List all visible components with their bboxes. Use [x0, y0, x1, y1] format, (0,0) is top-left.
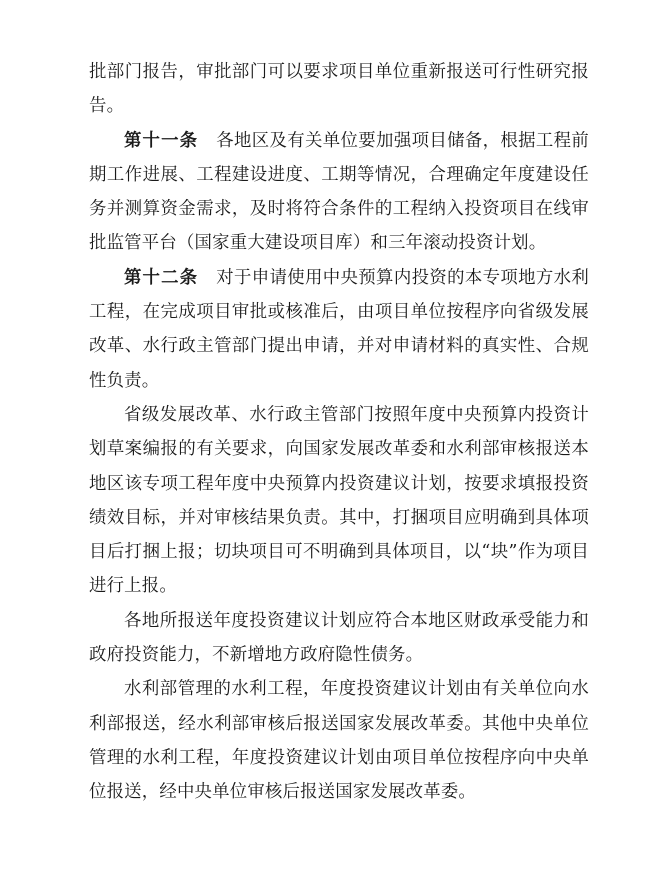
- paragraph-text: 批部门报告，审批部门可以要求项目单位重新报送可行性研究报告。: [89, 62, 589, 117]
- paragraph-text: 省级发展改革、水行政主管部门按照年度中央预算内投资计划草案编报的有关要求，向国家发展改革委和水利部审核报送本地区该专项工程年度中央预算内投资建议计划，按要求填报投资绩效目标，并对审核结果负责。其中，打捆项目应明确到具体项目后打捆上报；切块项目可不明确到具体项目，以“块”作为项目进行上报。: [89, 404, 589, 597]
- paragraph-text: 各地区及有关单位要加强项目储备，根据工程前期工作进展、工程建设进度、工期等情况，合理确定年度建设任务并测算资金需求，及时将符合条件的工程纳入投资项目在线审批监管平台（国家重大建设项目库）和三年滚动投资计划。: [89, 130, 589, 254]
- document-page: [89, 55, 589, 810]
- paragraph-continuation: [89, 55, 589, 124]
- paragraph-article-12: [89, 261, 589, 398]
- article-heading: 第十一条: [124, 130, 199, 151]
- paragraph-text: 对于申请使用中央预算内投资的本专项地方水利工程，在完成项目审批或核准后，由项目单位按程序向省级发展改革、水行政主管部门提出申请，并对申请材料的真实性、合规性负责。: [89, 267, 589, 391]
- article-heading: 第十二条: [124, 267, 199, 288]
- paragraph-text: 各地所报送年度投资建议计划应符合本地区财政承受能力和政府投资能力，不新增地方政府隐性债务。: [89, 610, 589, 666]
- paragraph-fiscal-capacity: [89, 604, 589, 673]
- paragraph-central-units: [89, 672, 589, 809]
- paragraph-provincial-review: [89, 398, 589, 604]
- paragraph-article-11: [89, 124, 589, 261]
- paragraph-text: 水利部管理的水利工程，年度投资建议计划由有关单位向水利部报送，经水利部审核后报送国家发展改革委。其他中央单位管理的水利工程，年度投资建议计划由项目单位按程序向中央单位报送，经中央单位审核后报送国家发展改革委。: [89, 679, 589, 803]
